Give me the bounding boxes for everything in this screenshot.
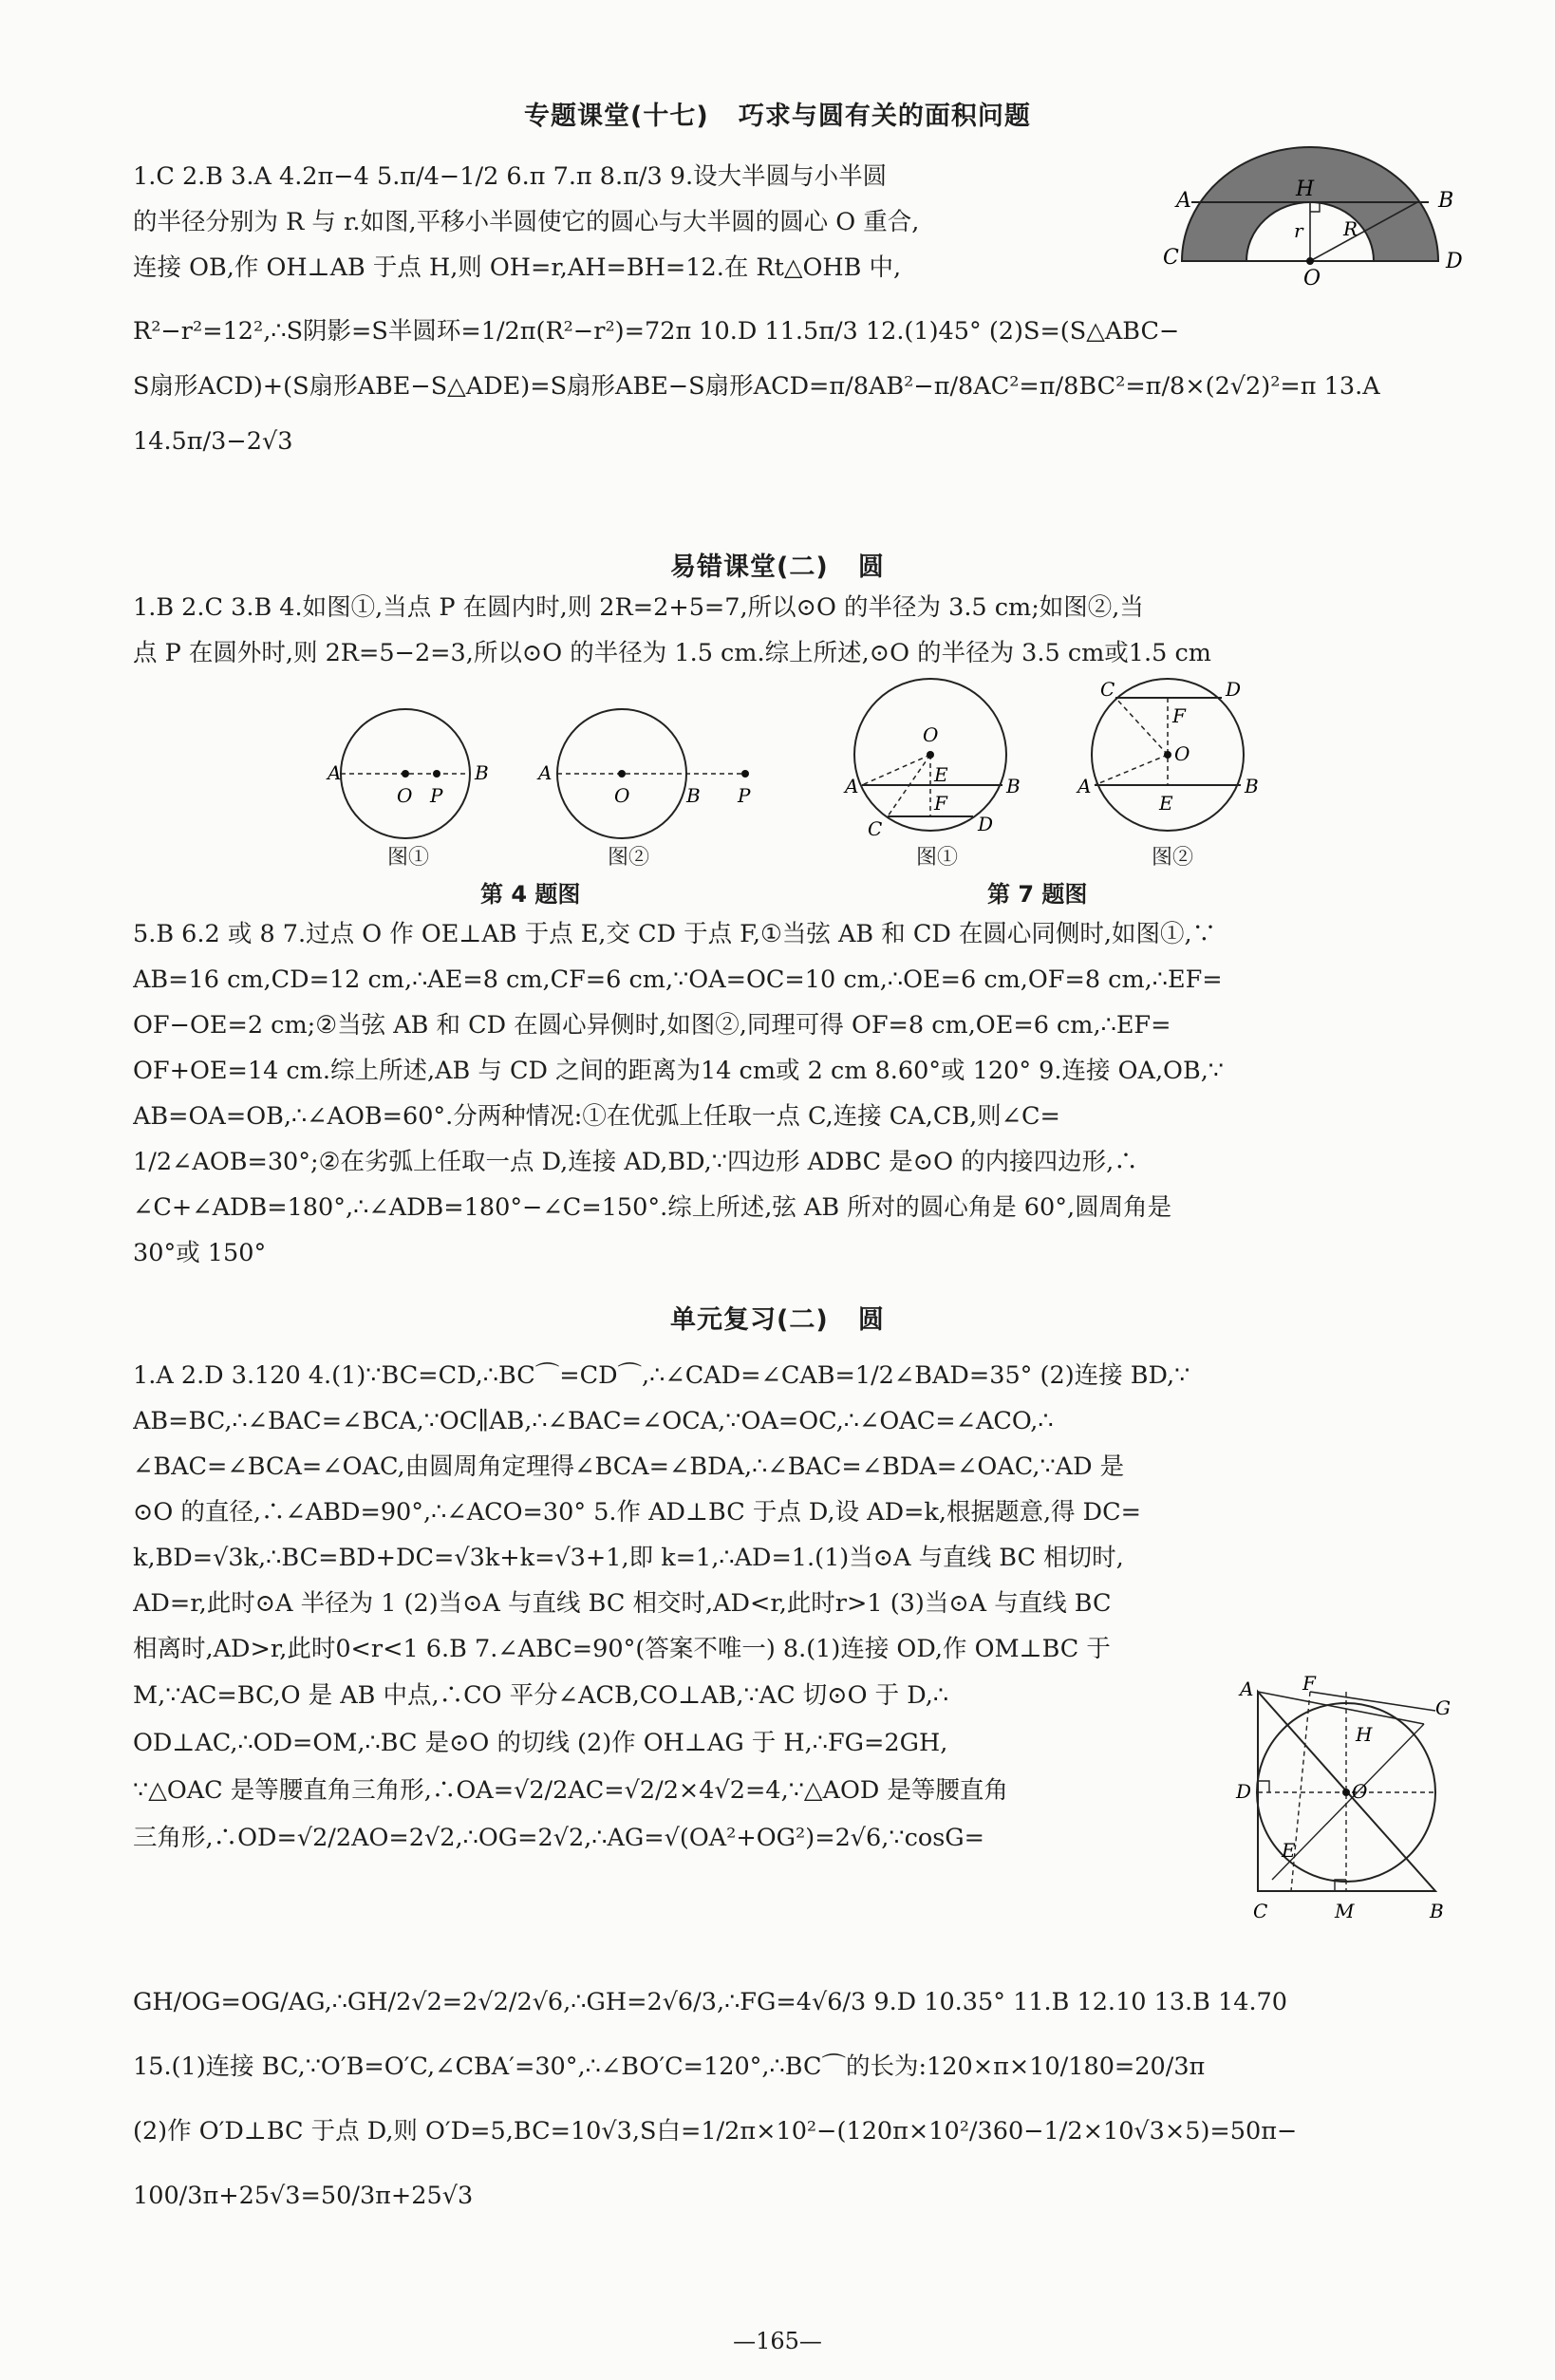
fig7-group-caption: 第 7 题图 (987, 881, 1088, 908)
svg-text:A: A (845, 775, 859, 797)
semicircle-ring-figure (1163, 133, 1467, 290)
text-line: 1.A 2.D 3.120 4.(1)∵BC=CD,∴BC⌒=CD⌒,∴∠CAD=∠CAB=1/2∠BAD=35° (2)连接 BD,∵ (133, 1361, 1190, 1390)
text-line: AB=OA=OB,∴∠AOB=60°.分两种情况:①在优弧上任取一点 C,连接 CA,CB,则∠C= (133, 1102, 1060, 1131)
fig7-caption-1: 图① (916, 846, 959, 870)
svg-text:B: B (1245, 775, 1259, 797)
svg-text:B: B (686, 784, 701, 807)
text-line: 5.B 6.2 或 8 7.过点 O 作 OE⊥AB 于点 E,交 CD 于点 F,①当弦 AB 和 CD 在圆心同侧时,如图①,∵ (133, 920, 1217, 948)
svg-text:D: D (1226, 678, 1242, 701)
section-title-3: 单元复习(二) 圆 (670, 1305, 885, 1335)
svg-text:M: M (1335, 1900, 1355, 1922)
fig4-caption-2: 图② (608, 846, 650, 870)
svg-text:A: A (1077, 775, 1092, 797)
text-line: S扇形ACD)+(S扇形ABE−S△ADE)=S扇形ABE−S扇形ACD=π/8AB²−π/8AC²=π/8BC²=π/8×(2√2)²=π 13.A (133, 372, 1380, 401)
section1-text-top (133, 154, 1120, 290)
section-title-2: 易错课堂(二) 圆 (670, 553, 885, 582)
section2-text-top (133, 585, 1443, 676)
section2-text-bottom (133, 911, 1443, 1276)
text-line: ∠BAC=∠BCA=∠OAC,由圆周角定理得∠BCA=∠BDA,∴∠BAC=∠BDA=∠OAC,∵AD 是 (133, 1452, 1125, 1481)
text-line: 连接 OB,作 OH⊥AB 于点 H,则 OH=r,AH=BH=12.在 Rt△OHB 中, (133, 253, 902, 282)
svg-text:O: O (1174, 742, 1190, 765)
fig4-group-caption: 第 4 题图 (480, 881, 581, 908)
svg-text:O: O (397, 784, 413, 807)
section-title-1: 专题课堂(十七) 巧求与圆有关的面积问题 (524, 102, 1031, 131)
svg-text:O: O (614, 784, 630, 807)
text-line: 三角形,∴OD=√2/2AO=2√2,∴OG=2√2,∴AG=√(OA²+OG²)=2√6,∵cosG= (133, 1824, 985, 1852)
fig7-1 (835, 669, 1025, 840)
fig4-caption-1: 图① (387, 846, 430, 870)
label-C: C (1163, 246, 1179, 270)
text-line: AB=16 cm,CD=12 cm,∴AE=8 cm,CF=6 cm,∵OA=OC=10 cm,∴OE=6 cm,OF=8 cm,∴EF= (133, 965, 1223, 994)
text-line: 30°或 150° (133, 1239, 267, 1267)
svg-text:C: C (1253, 1900, 1268, 1922)
section3-text-c (133, 1970, 1443, 2228)
section1-text-bottom (133, 304, 1443, 469)
text-line: ∵△OAC 是等腰直角三角形,∴OA=√2/2AC=√2/2×4√2=4,∵△AOD 是等腰直角 (133, 1776, 1008, 1805)
text-line: AB=BC,∴∠BAC=∠BCA,∵OC∥AB,∴∠BAC=∠OCA,∵OA=OC,∴∠OAC=∠ACO,∴ (133, 1407, 1054, 1435)
text-line: OF−OE=2 cm;②当弦 AB 和 CD 在圆心异侧时,如图②,同理可得 OF=8 cm,OE=6 cm,∴EF= (133, 1011, 1171, 1040)
fig4-1 (328, 707, 498, 850)
text-line: 相离时,AD>r,此时0<r<1 6.B 7.∠ABC=90°(答案不唯一) 8.(1)连接 OD,作 OM⊥BC 于 (133, 1635, 1111, 1663)
text-line: GH/OG=OG/AG,∴GH/2√2=2√2/2√6,∴GH=2√6/3,∴FG=4√6/3 9.D 10.35° 11.B 12.10 13.B 14.70 (133, 1988, 1287, 2016)
label-A: A (1176, 189, 1191, 213)
svg-text:B: B (475, 761, 489, 784)
text-line: 的半径分别为 R 与 r.如图,平移小半圆使它的圆心与大半圆的圆心 O 重合, (133, 208, 920, 236)
text-line: 1.C 2.B 3.A 4.2π−4 5.π/4−1/2 6.π 7.π 8.π/3 9.设大半圆与小半圆 (133, 162, 888, 191)
label-r: r (1294, 219, 1303, 242)
text-line: M,∵AC=BC,O 是 AB 中点,∴CO 平分∠ACB,CO⊥AB,∵AC 切⊙O 于 D,∴ (133, 1681, 949, 1710)
fig4-2 (536, 707, 764, 850)
label-D: D (1446, 250, 1463, 273)
text-line: OD⊥AC,∴OD=OM,∴BC 是⊙O 的切线 (2)作 OH⊥AG 于 H,∴FG=2GH, (133, 1729, 948, 1757)
svg-text:B: B (1430, 1900, 1444, 1922)
svg-text:D: D (978, 813, 994, 835)
tangent-circle-figure (1234, 1672, 1452, 1927)
text-line: (2)作 O′D⊥BC 于点 D,则 O′D=5,BC=10√3,S白=1/2π×10²−(120π×10²/360−1/2×10√3×5)=50π− (133, 2117, 1298, 2146)
svg-text:E: E (934, 763, 948, 786)
text-line: 1.B 2.C 3.B 4.如图①,当点 P 在圆内时,则 2R=2+5=7,所以⊙O 的半径为 3.5 cm;如图②,当 (133, 593, 1144, 622)
text-line: ⊙O 的直径,∴∠ABD=90°,∴∠ACO=30° 5.作 AD⊥BC 于点 D,设 AD=k,根据题意,得 DC= (133, 1498, 1141, 1527)
section3-text-a (133, 1353, 1443, 1672)
label-H: H (1296, 178, 1315, 201)
svg-text:F: F (1172, 704, 1186, 727)
fig7-caption-2: 图② (1152, 846, 1194, 870)
text-line: 点 P 在圆外时,则 2R=5−2=3,所以⊙O 的半径为 1.5 cm.综上所述,⊙O 的半径为 3.5 cm或1.5 cm (133, 639, 1211, 667)
text-line: 100/3π+25√3=50/3π+25√3 (133, 2182, 474, 2210)
svg-text:E: E (1282, 1839, 1296, 1862)
text-line: k,BD=√3k,∴BC=BD+DC=√3k+k=√3+1,即 k=1,∴AD=1.(1)当⊙A 与直线 BC 相切时, (133, 1544, 1124, 1572)
svg-text:O: O (923, 723, 939, 746)
label-B: B (1438, 189, 1454, 213)
text-line: 14.5π/3−2√3 (133, 427, 293, 456)
fig7-2 (1068, 669, 1258, 840)
svg-text:A: A (328, 761, 342, 784)
text-line: R²−r²=12²,∴S阴影=S半圆环=1/2π(R²−r²)=72π 10.D 11.5π/3 12.(1)45° (2)S=(S△ABC− (133, 317, 1180, 346)
svg-text:C: C (868, 817, 883, 840)
svg-text:A: A (1240, 1677, 1254, 1700)
label-O: O (1303, 267, 1321, 290)
svg-text:F: F (934, 792, 947, 815)
svg-text:P: P (738, 784, 751, 807)
svg-text:B: B (1006, 775, 1021, 797)
text-line: ∠C+∠ADB=180°,∴∠ADB=180°−∠C=150°.综上所述,弦 AB 所对的圆心角是 60°,圆周角是 (133, 1193, 1172, 1222)
label-R: R (1343, 217, 1358, 240)
svg-text:D: D (1236, 1780, 1252, 1803)
svg-text:F: F (1302, 1672, 1316, 1695)
svg-text:A: A (538, 761, 553, 784)
text-line: OF+OE=14 cm.综上所述,AB 与 CD 之间的距离为14 cm或 2 cm 8.60°或 120° 9.连接 OA,OB,∵ (133, 1057, 1225, 1085)
page-number: —165— (733, 2328, 822, 2354)
svg-text:C: C (1100, 678, 1115, 701)
svg-text:G: G (1435, 1696, 1451, 1719)
svg-text:P: P (430, 784, 443, 807)
svg-text:E: E (1159, 792, 1173, 815)
text-line: 1/2∠AOB=30°;②在劣弧上任取一点 D,连接 AD,BD,∵四边形 ADBC 是⊙O 的内接四边形,∴ (133, 1148, 1138, 1176)
svg-text:O: O (1352, 1780, 1368, 1803)
svg-text:H: H (1356, 1723, 1373, 1746)
text-line: AD=r,此时⊙A 半径为 1 (2)当⊙A 与直线 BC 相交时,AD<r,此时r>1 (3)当⊙A 与直线 BC (133, 1589, 1112, 1618)
section3-text-b (133, 1672, 1225, 1862)
text-line: 15.(1)连接 BC,∵O′B=O′C,∠CBA′=30°,∴∠BO′C=120°,∴BC⌒的长为:120×π×10/180=20/3π (133, 2052, 1206, 2081)
